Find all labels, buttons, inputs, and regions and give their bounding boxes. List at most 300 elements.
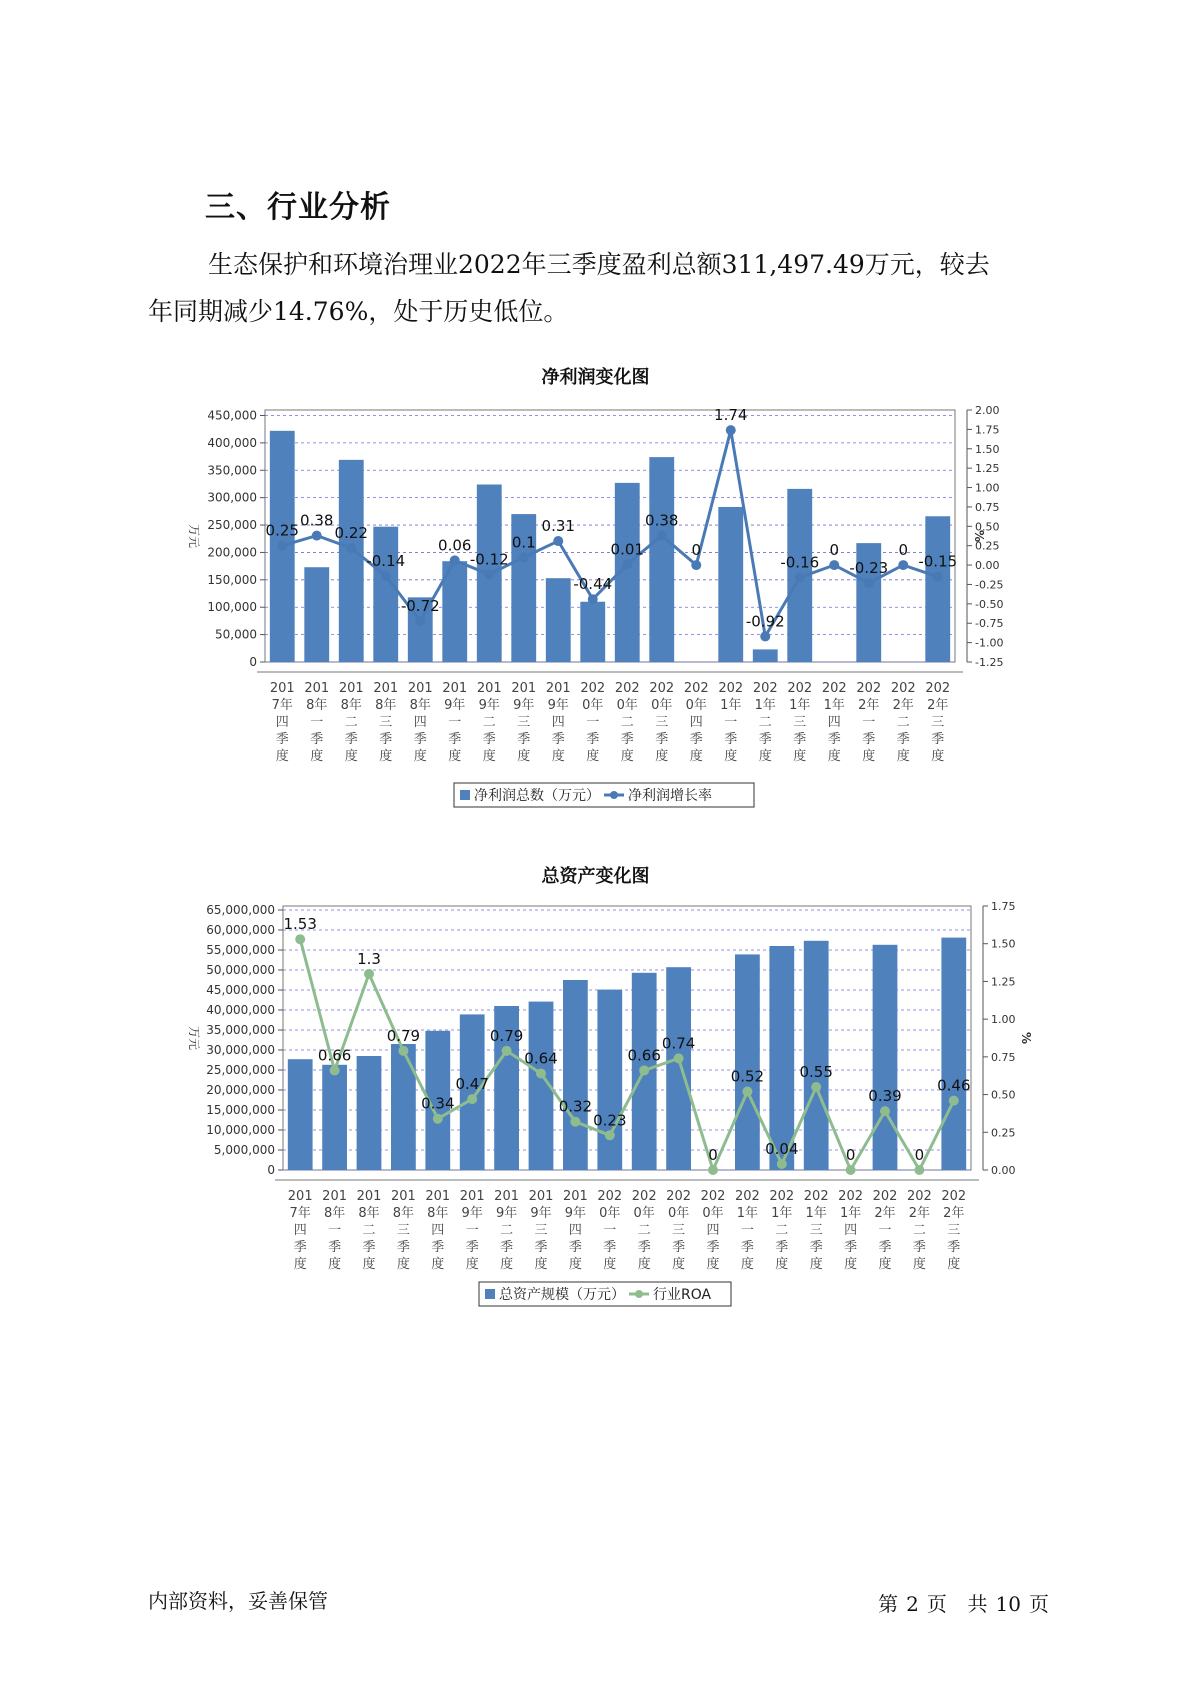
x-tick-label: 三	[655, 715, 669, 730]
bar	[804, 941, 829, 1170]
x-tick-label: 202	[580, 681, 606, 696]
y2-tick-label: 1.75	[991, 900, 1016, 913]
x-tick-label: 7年	[271, 698, 293, 713]
profit-chart-title: 净利润变化图	[541, 367, 650, 388]
data-point	[777, 1159, 787, 1169]
x-tick-label: 三	[672, 1223, 686, 1238]
x-tick-label: 季	[310, 732, 324, 747]
page-num: 2	[906, 1592, 919, 1616]
x-tick-label: 三	[379, 715, 393, 730]
y-tick-label: 50,000,000	[206, 963, 275, 977]
y2-tick-label: 0.25	[975, 539, 1000, 553]
x-tick-label: 二	[912, 1223, 926, 1238]
x-tick-label: 度	[689, 749, 703, 764]
y-tick-label: 450,000	[207, 408, 257, 423]
bar	[666, 967, 691, 1170]
x-tick-label: 9年	[461, 1206, 483, 1221]
bar	[649, 457, 674, 662]
x-tick-label: 四	[568, 1223, 582, 1238]
y-axis-title: 万元	[187, 1025, 201, 1051]
y-tick-label: 55,000,000	[206, 943, 275, 957]
data-point	[502, 1046, 512, 1056]
data-label: -0.44	[573, 575, 613, 594]
x-tick-label: 四	[844, 1223, 858, 1238]
x-tick-label: 季	[448, 732, 462, 747]
data-label: -0.23	[849, 558, 889, 577]
x-tick-label: 202	[925, 681, 951, 696]
profit-chart	[0, 395, 1191, 855]
y2-tick-label: 0.75	[975, 500, 1000, 514]
x-tick-label: 季	[844, 1240, 858, 1255]
x-tick-label: 度	[809, 1257, 823, 1272]
data-point	[846, 1165, 856, 1175]
y-tick-label: 50,000	[215, 627, 257, 642]
x-tick-label: 201	[338, 681, 364, 696]
x-tick-label: 202	[752, 681, 778, 696]
data-point	[519, 552, 529, 562]
y-tick-label: 150,000	[207, 572, 257, 587]
x-tick-label: 0年	[702, 1206, 724, 1221]
x-tick-label: 二	[775, 1223, 789, 1238]
x-tick-label: 1年	[754, 698, 776, 713]
data-label: 0.38	[645, 511, 679, 530]
x-tick-label: 0年	[633, 1206, 655, 1221]
y2-axis-title: %	[1019, 1031, 1033, 1045]
x-tick-label: 201	[269, 681, 295, 696]
x-tick-label: 度	[517, 749, 531, 764]
x-tick-label: 202	[614, 681, 640, 696]
x-tick-label: 201	[407, 681, 433, 696]
y-tick-label: 65,000,000	[206, 903, 275, 917]
data-label: -0.16	[780, 553, 820, 572]
x-tick-label: 201	[511, 681, 537, 696]
x-tick-label: 季	[878, 1240, 892, 1255]
x-tick-label: 度	[878, 1257, 892, 1272]
data-point	[742, 1087, 752, 1097]
data-label: 1.3	[357, 949, 381, 968]
data-label: 0.74	[661, 1034, 696, 1053]
x-tick-label: 度	[551, 749, 565, 764]
x-tick-label: 度	[931, 749, 945, 764]
x-tick-label: 季	[689, 732, 703, 747]
y2-tick-label: -1.00	[975, 636, 1004, 650]
y2-tick-label: -0.50	[975, 597, 1004, 611]
data-point	[588, 594, 598, 604]
x-tick-label: 202	[700, 1189, 726, 1204]
x-tick-label: 8年	[392, 1206, 415, 1221]
x-tick-label: 2年	[874, 1206, 896, 1221]
x-tick-label: 一	[448, 715, 462, 730]
data-point	[570, 1117, 580, 1127]
y-tick-label: 5,000,000	[213, 1143, 275, 1157]
x-tick-label: 2年	[927, 698, 949, 713]
x-tick-label: 8年	[427, 1206, 449, 1221]
data-point	[949, 1096, 959, 1106]
data-point	[381, 571, 391, 581]
y-tick-label: 300,000	[207, 490, 257, 505]
x-tick-label: 度	[534, 1257, 548, 1272]
x-tick-label: 201	[425, 1189, 451, 1204]
legend-bar-label: 净利润总数（万元）	[474, 788, 600, 804]
x-tick-label: 一	[862, 715, 876, 730]
x-tick-label: 四	[413, 715, 427, 730]
data-label: 0.32	[558, 1097, 593, 1116]
x-tick-label: 201	[442, 681, 468, 696]
x-tick-label: 202	[631, 1189, 657, 1204]
assets-chart	[0, 895, 1191, 1355]
x-tick-label: 9年	[444, 698, 466, 713]
y2-tick-label: 0.75	[991, 1050, 1016, 1064]
x-tick-label: 季	[758, 732, 772, 747]
y-tick-label: 200,000	[207, 545, 257, 560]
data-label: 0.66	[317, 1046, 352, 1065]
x-tick-label: 201	[322, 1189, 348, 1204]
legend-line-label: 净利润增长率	[628, 788, 712, 804]
y2-tick-label: 1.25	[975, 462, 1000, 476]
summary-line-1	[148, 241, 1048, 288]
total-prefix: 共	[967, 1592, 988, 1616]
bar	[339, 460, 364, 662]
data-label: 1.53	[283, 915, 317, 934]
x-tick-label: 1年	[720, 698, 742, 713]
x-tick-label: 度	[620, 749, 634, 764]
data-point	[415, 616, 425, 626]
legend-line-label: 行业ROA	[653, 1287, 712, 1303]
x-tick-label: 1年	[805, 1206, 827, 1221]
x-tick-label: 季	[637, 1240, 651, 1255]
x-tick-label: 二	[482, 715, 496, 730]
data-label: 0.79	[489, 1026, 524, 1045]
data-label: -0.72	[400, 596, 440, 615]
x-tick-label: 三	[931, 715, 945, 730]
y-tick-label: 60,000,000	[206, 923, 275, 937]
x-tick-label: 季	[517, 732, 531, 747]
x-tick-label: 季	[793, 732, 807, 747]
y-tick-label: 400,000	[207, 435, 257, 450]
y-tick-label: 15,000,000	[206, 1103, 275, 1117]
x-tick-label: 度	[672, 1257, 686, 1272]
x-tick-label: 2年	[858, 698, 880, 713]
data-label: 0.39	[868, 1087, 902, 1106]
x-tick-label: 季	[431, 1240, 445, 1255]
x-tick-label: 度	[328, 1257, 342, 1272]
x-tick-label: 度	[586, 749, 600, 764]
y-tick-label: 25,000,000	[206, 1063, 275, 1077]
x-tick-label: 201	[304, 681, 330, 696]
data-point	[795, 572, 805, 582]
x-tick-label: 度	[947, 1257, 961, 1272]
data-point	[450, 555, 460, 565]
x-tick-label: 季	[551, 732, 565, 747]
legend-line-marker	[610, 791, 618, 799]
data-label: -0.15	[918, 552, 958, 571]
x-tick-label: 8年	[409, 698, 431, 713]
x-tick-label: 三	[793, 715, 807, 730]
bar	[357, 1056, 382, 1170]
x-tick-label: 202	[683, 681, 709, 696]
x-tick-label: 一	[603, 1223, 617, 1238]
x-tick-label: 度	[293, 1257, 307, 1272]
x-tick-label: 202	[838, 1189, 864, 1204]
data-label: 0	[914, 1146, 925, 1164]
x-tick-label: 四	[689, 715, 703, 730]
x-tick-label: 201	[373, 681, 399, 696]
x-tick-label: 季	[740, 1240, 754, 1255]
data-point	[553, 536, 563, 546]
x-tick-label: 202	[718, 681, 744, 696]
data-point	[657, 531, 667, 541]
data-point	[880, 1106, 890, 1116]
y2-tick-label: -0.75	[975, 617, 1004, 631]
y2-tick-label: -1.25	[975, 656, 1004, 669]
data-point	[312, 531, 322, 541]
y2-tick-label: 1.75	[975, 423, 1000, 437]
x-tick-label: 季	[620, 732, 634, 747]
x-tick-label: 季	[413, 732, 427, 747]
x-tick-label: 7年	[289, 1206, 311, 1221]
x-tick-label: 三	[809, 1223, 823, 1238]
x-tick-label: 季	[482, 732, 496, 747]
total-num: 10	[995, 1592, 1021, 1616]
data-point	[330, 1065, 340, 1075]
data-point	[605, 1130, 615, 1140]
x-tick-label: 一	[465, 1223, 479, 1238]
x-tick-label: 1年	[839, 1206, 862, 1221]
x-tick-label: 二	[620, 715, 634, 730]
x-tick-label: 201	[476, 681, 502, 696]
x-tick-label: 202	[787, 681, 813, 696]
x-tick-label: 二	[500, 1223, 514, 1238]
x-tick-label: 202	[941, 1189, 967, 1204]
x-tick-label: 季	[931, 732, 945, 747]
confidential-notice: 内部资料，妥善保管	[148, 1589, 328, 1613]
data-label: -0.12	[469, 550, 509, 569]
x-tick-label: 202	[597, 1189, 623, 1204]
x-tick-label: 二	[896, 715, 910, 730]
summary-line-2: 年同期减少14.76%，处于历史低位。	[148, 297, 569, 326]
x-tick-label: 季	[896, 732, 910, 747]
data-label: 0.38	[300, 511, 334, 530]
x-tick-label: 9年	[547, 698, 569, 713]
data-label: -0.14	[366, 551, 406, 570]
data-label: 0.25	[265, 521, 299, 540]
x-tick-label: 202	[769, 1189, 795, 1204]
x-tick-label: 度	[655, 749, 669, 764]
data-point	[674, 1053, 684, 1063]
data-point	[726, 425, 736, 435]
x-tick-label: 四	[431, 1223, 445, 1238]
x-tick-label: 度	[344, 749, 358, 764]
x-tick-label: 201	[390, 1189, 416, 1204]
x-tick-label: 201	[287, 1189, 313, 1204]
x-tick-label: 8年	[375, 698, 397, 713]
data-point	[691, 560, 701, 570]
x-tick-label: 季	[672, 1240, 686, 1255]
y-tick-label: 0	[249, 655, 257, 669]
summary-paragraph	[148, 241, 1048, 335]
x-tick-label: 二	[758, 715, 772, 730]
page-unit: 页	[926, 1592, 947, 1616]
x-tick-label: 201	[528, 1189, 554, 1204]
x-tick-label: 9年	[495, 1206, 518, 1221]
page-prefix: 第	[878, 1592, 899, 1616]
data-point	[346, 543, 356, 553]
data-point	[484, 569, 494, 579]
data-label: 0.06	[438, 536, 472, 555]
x-tick-label: 201	[545, 681, 571, 696]
x-tick-label: 度	[310, 749, 324, 764]
x-tick-label: 1年	[771, 1206, 793, 1221]
x-tick-label: 季	[809, 1240, 823, 1255]
data-label: 0	[845, 1146, 856, 1164]
total-unit: 页	[1029, 1592, 1049, 1616]
x-tick-label: 度	[465, 1257, 479, 1272]
x-tick-label: 1年	[823, 698, 845, 713]
x-tick-label: 9年	[530, 1206, 552, 1221]
y-tick-label: 45,000,000	[206, 983, 275, 997]
section-heading: 三、行业分析	[205, 190, 391, 225]
bar	[597, 990, 622, 1170]
data-label: 0.31	[541, 517, 575, 536]
x-tick-label: 四	[706, 1223, 720, 1238]
x-tick-label: 季	[362, 1240, 376, 1255]
data-point	[639, 1065, 649, 1075]
x-tick-label: 二	[637, 1223, 651, 1238]
x-tick-label: 0年	[651, 698, 673, 713]
x-tick-label: 度	[413, 749, 427, 764]
y2-tick-label: 0.00	[991, 1164, 1016, 1177]
data-label: 0	[829, 541, 840, 560]
x-tick-label: 度	[482, 749, 496, 764]
x-tick-label: 1年	[789, 698, 811, 713]
x-tick-label: 季	[827, 732, 841, 747]
data-point	[708, 1165, 718, 1175]
x-tick-label: 度	[396, 1257, 410, 1272]
x-tick-label: 202	[890, 681, 916, 696]
data-label: 0.55	[799, 1063, 833, 1082]
x-tick-label: 度	[568, 1257, 582, 1272]
y2-tick-label: 0.25	[991, 1126, 1016, 1140]
x-tick-label: 0年	[685, 698, 707, 713]
y-tick-label: 100,000	[207, 600, 257, 615]
y2-tick-label: 0.50	[991, 1088, 1016, 1102]
x-tick-label: 202	[734, 1189, 760, 1204]
data-label: 0.52	[730, 1067, 765, 1086]
x-tick-label: 8年	[306, 698, 328, 713]
data-point	[622, 559, 632, 569]
data-label: 0	[708, 1146, 718, 1164]
x-tick-label: 度	[844, 1257, 858, 1272]
x-tick-label: 202	[906, 1189, 932, 1204]
x-tick-label: 度	[896, 749, 910, 764]
x-tick-label: 季	[568, 1240, 582, 1255]
data-label: 0.01	[610, 540, 644, 559]
x-tick-label: 季	[275, 732, 289, 747]
x-tick-label: 度	[379, 749, 393, 764]
x-tick-label: 一	[740, 1223, 754, 1238]
legend-bar-swatch	[460, 790, 470, 800]
y2-tick-label: 1.00	[975, 481, 1000, 495]
bar	[546, 578, 571, 662]
data-label: 0	[898, 541, 909, 560]
x-tick-label: 2年	[892, 698, 914, 713]
x-tick-label: 一	[310, 715, 324, 730]
bar	[563, 980, 588, 1170]
x-tick-label: 度	[603, 1257, 617, 1272]
x-tick-label: 度	[827, 749, 841, 764]
x-tick-label: 季	[912, 1240, 926, 1255]
bar	[873, 945, 898, 1170]
x-tick-label: 201	[562, 1189, 588, 1204]
data-label: 0.46	[937, 1076, 971, 1095]
x-tick-label: 季	[775, 1240, 789, 1255]
x-tick-label: 四	[551, 715, 565, 730]
legend-bar-label: 总资产规模（万元）	[499, 1287, 625, 1303]
data-point	[864, 578, 874, 588]
x-tick-label: 二	[362, 1223, 376, 1238]
assets-chart-title: 总资产变化图	[541, 866, 650, 887]
x-tick-label: 度	[637, 1257, 651, 1272]
data-point	[277, 541, 287, 551]
x-tick-label: 201	[459, 1189, 485, 1204]
x-tick-label: 一	[328, 1223, 342, 1238]
y-tick-label: 40,000,000	[206, 1003, 275, 1017]
x-tick-label: 季	[500, 1240, 514, 1255]
x-tick-label: 度	[775, 1257, 789, 1272]
x-tick-label: 202	[872, 1189, 898, 1204]
x-tick-label: 度	[448, 749, 462, 764]
y2-axis-title: %	[972, 529, 986, 543]
x-tick-label: 202	[821, 681, 847, 696]
x-tick-label: 季	[379, 732, 393, 747]
x-tick-label: 三	[517, 715, 531, 730]
bar	[580, 602, 605, 662]
data-label: 0.64	[524, 1049, 558, 1068]
x-tick-label: 9年	[513, 698, 535, 713]
data-point	[295, 934, 305, 944]
y-tick-label: 20,000,000	[206, 1083, 275, 1097]
x-tick-label: 三	[534, 1223, 548, 1238]
x-tick-label: 度	[706, 1257, 720, 1272]
x-tick-label: 一	[878, 1223, 892, 1238]
x-tick-label: 度	[362, 1257, 376, 1272]
x-tick-label: 季	[706, 1240, 720, 1255]
x-tick-label: 度	[724, 749, 738, 764]
data-point	[811, 1082, 821, 1092]
x-tick-label: 季	[465, 1240, 479, 1255]
bar	[304, 567, 329, 662]
x-tick-label: 2年	[943, 1206, 965, 1221]
summary-line-1-text: 生态保护和环境治理业2022年三季度盈利总额311,497.49万元，较去	[208, 250, 990, 279]
x-tick-label: 202	[856, 681, 882, 696]
x-tick-label: 度	[275, 749, 289, 764]
x-tick-label: 三	[396, 1223, 410, 1238]
y-tick-label: 35,000,000	[206, 1023, 275, 1037]
bar	[373, 527, 398, 662]
bar	[718, 507, 743, 662]
x-tick-label: 201	[356, 1189, 382, 1204]
x-tick-label: 8年	[340, 698, 362, 713]
y2-tick-label: 2.00	[975, 404, 1000, 417]
x-tick-label: 季	[344, 732, 358, 747]
x-tick-label: 季	[655, 732, 669, 747]
x-tick-label: 2年	[908, 1206, 931, 1221]
x-tick-label: 季	[603, 1240, 617, 1255]
plot-area	[265, 410, 958, 662]
x-tick-label: 度	[758, 749, 772, 764]
data-point	[536, 1068, 546, 1078]
y2-tick-label: 0.50	[975, 520, 1000, 534]
